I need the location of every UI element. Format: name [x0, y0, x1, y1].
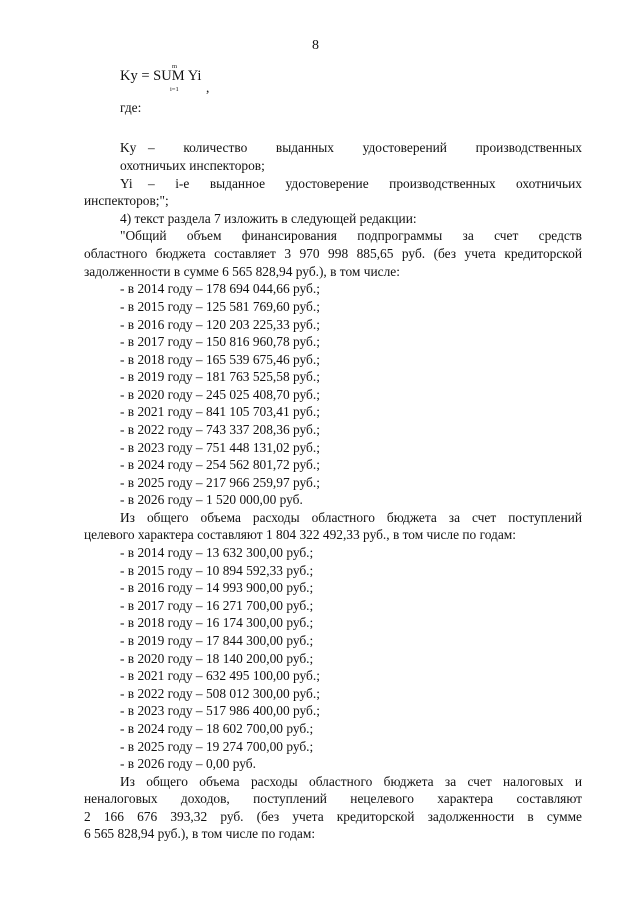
item-4: 4) текст раздела 7 изложить в следующей редакции: [120, 211, 417, 226]
page-number: 8 [312, 38, 319, 53]
def-ky-line2: охотничьих инспекторов; [120, 158, 265, 173]
list2-item: - в 2021 году – 632 495 100,00 руб.; [120, 668, 320, 683]
list2-item: - в 2017 году – 16 271 700,00 руб.; [120, 598, 314, 613]
list1-item: - в 2018 году – 165 539 675,46 руб.; [120, 352, 320, 367]
list2-item: - в 2023 году – 517 986 400,00 руб.; [120, 703, 320, 718]
para3-line4: 6 565 828,94 руб.), в том числе по годам: [84, 826, 316, 841]
list1-item: - в 2019 году – 181 763 525,58 руб.; [120, 369, 320, 384]
def-yi-line2: инспекторов;"; [84, 193, 169, 208]
list2-item: - в 2024 году – 18 602 700,00 руб.; [120, 721, 314, 736]
list2-item: - в 2015 году – 10 894 592,33 руб.; [120, 563, 314, 578]
formula [120, 68, 201, 85]
def-yi-line1: – i-е выданное удостоверение производственных охотничьих [148, 176, 582, 191]
list2-item: - в 2014 году – 13 632 300,00 руб.; [120, 545, 314, 560]
para1-line2: областного бюджета составляет 3 970 998 885,65 руб. (без учета кредиторской [84, 246, 582, 261]
para1-line3: задолженности в сумме 6 565 828,94 руб.), в том числе: [84, 264, 400, 279]
list2-item: - в 2016 году – 14 993 900,00 руб.; [120, 580, 314, 595]
list1-item: - в 2016 году – 120 203 225,33 руб.; [120, 317, 320, 332]
para3-line1: Из общего объема расходы областного бюджета за счет налоговых и [120, 774, 582, 789]
list2-item: - в 2020 году – 18 140 200,00 руб.; [120, 651, 314, 666]
formula-lhs: Ky = [120, 68, 154, 84]
list1-item: - в 2026 году – 1 520 000,00 руб. [120, 492, 303, 507]
list1-item: - в 2022 году – 743 337 208,36 руб.; [120, 422, 320, 437]
def-yi-term: Yi [120, 176, 133, 191]
list2-item: - в 2022 году – 508 012 300,00 руб.; [120, 686, 320, 701]
list1-item: - в 2020 году – 245 025 408,70 руб.; [120, 387, 320, 402]
list1-item: - в 2025 году – 217 966 259,97 руб.; [120, 475, 320, 490]
para3-line2: неналоговых доходов, поступлений нецелевого характера составляют [84, 791, 582, 806]
list1-item: - в 2017 году – 150 816 960,78 руб.; [120, 334, 320, 349]
para2-line1: Из общего объема расходы областного бюджета за счет поступлений [120, 510, 582, 525]
def-ky-line1: – количество выданных удостоверений производственных [148, 140, 582, 155]
formula-comma: , [206, 80, 210, 95]
list1-item: - в 2024 году – 254 562 801,72 руб.; [120, 457, 320, 472]
formula-subscript: i=1 [170, 86, 179, 93]
list2-item: - в 2019 году – 17 844 300,00 руб.; [120, 633, 314, 648]
para2-line2: целевого характера составляют 1 804 322 492,33 руб., в том числе по годам: [84, 527, 516, 542]
formula-sum: SUM [153, 68, 185, 84]
formula-superscript: m [172, 63, 178, 70]
list2-item: - в 2026 году – 0,00 руб. [120, 756, 256, 771]
where-label: где: [120, 100, 142, 115]
para1-line1: "Общий объем финансирования подпрограммы за счет средств [120, 228, 582, 243]
list1-item: - в 2023 году – 751 448 131,02 руб.; [120, 440, 320, 455]
para3-line3: 2 166 676 393,32 руб. (без учета кредиторской задолженности в сумме [84, 809, 582, 824]
list2-item: - в 2018 году – 16 174 300,00 руб.; [120, 615, 314, 630]
list1-item: - в 2015 году – 125 581 769,60 руб.; [120, 299, 320, 314]
list2-item: - в 2025 году – 19 274 700,00 руб.; [120, 739, 314, 754]
def-ky-term: Ky [120, 140, 137, 155]
formula-rhs: Yi [187, 68, 202, 84]
list1-item: - в 2021 году – 841 105 703,41 руб.; [120, 404, 320, 419]
list1-item: - в 2014 году – 178 694 044,66 руб.; [120, 281, 320, 296]
